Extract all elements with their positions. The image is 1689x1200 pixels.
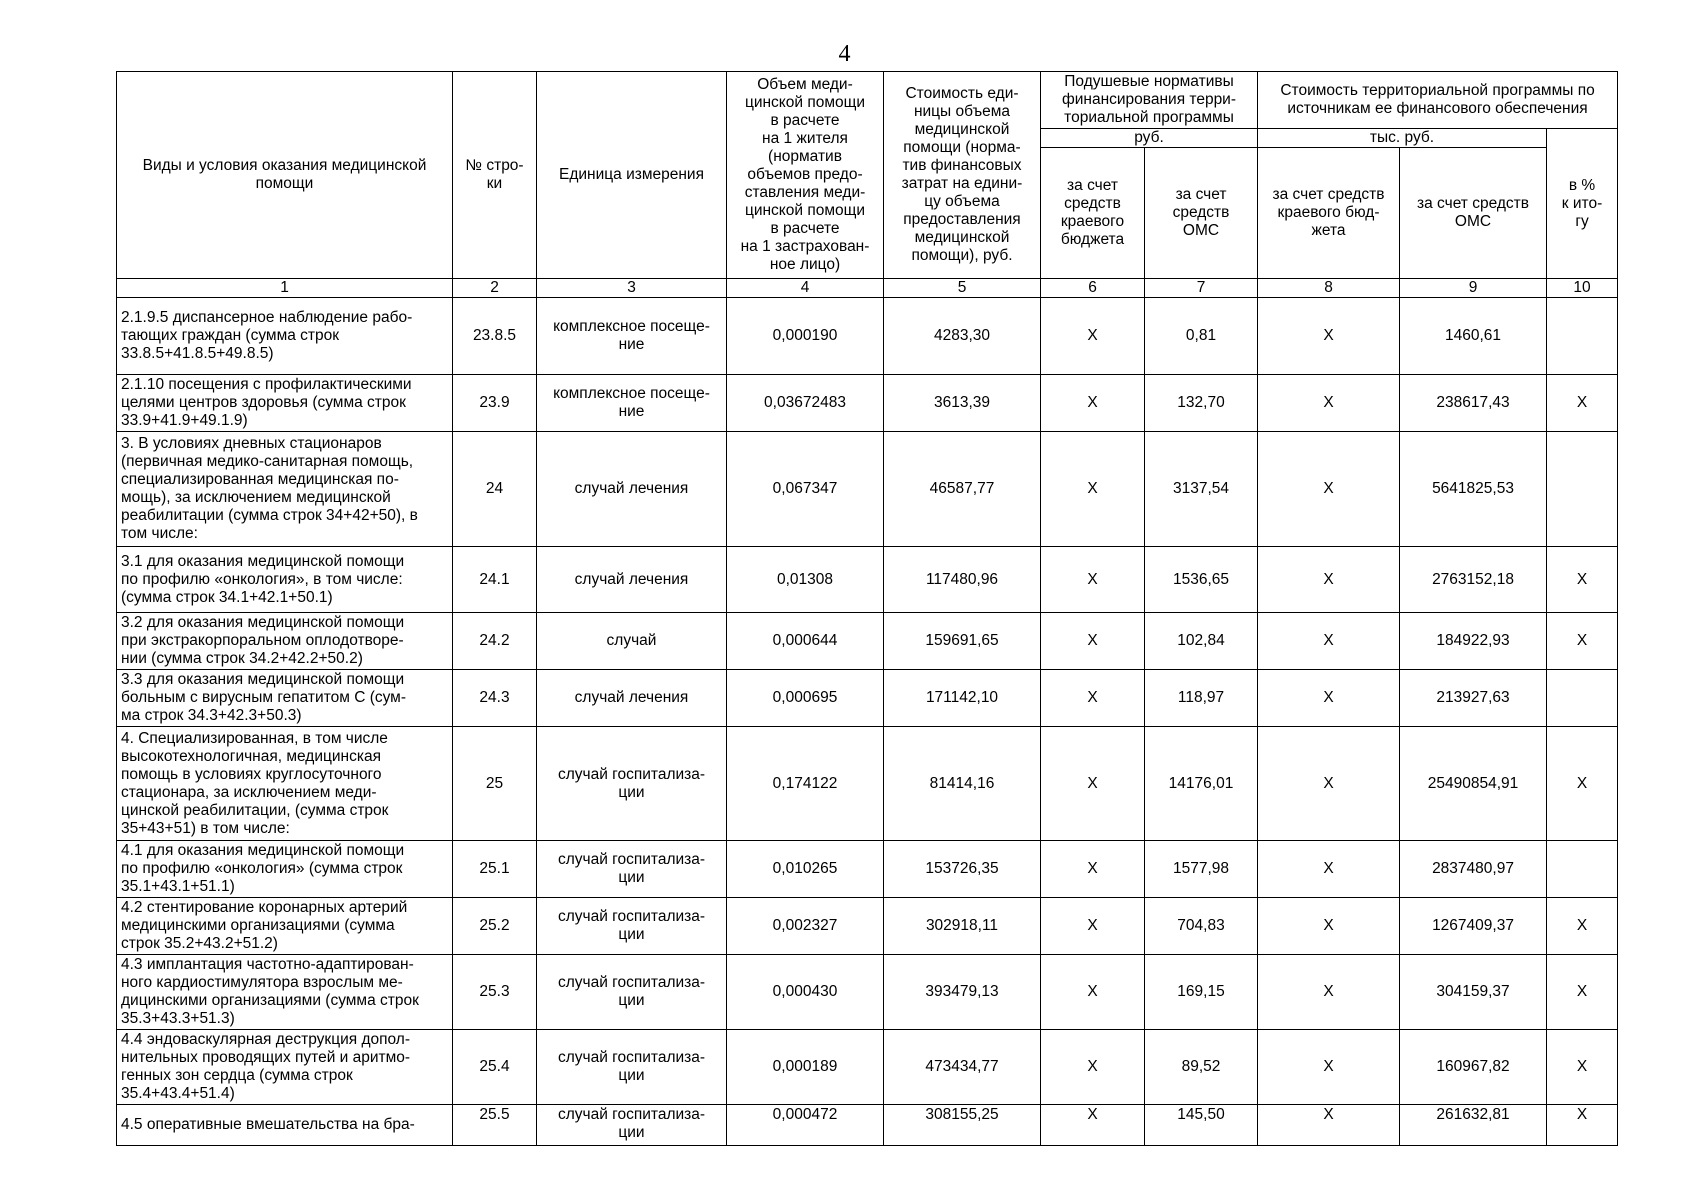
row-cost-regional-budget: Х <box>1258 547 1400 613</box>
row-service-name: 2.1.9.5 диспансерное наблюдение рабо- тающих граждан (сумма строк 33.8.5+41.8.5+49.8.5) <box>117 298 453 375</box>
row-per-capita-oms: 132,70 <box>1145 375 1258 432</box>
column-number: 8 <box>1258 279 1400 298</box>
row-volume: 0,002327 <box>727 898 884 955</box>
table-row <box>117 1030 1618 1105</box>
program-cost-table <box>116 71 1618 1146</box>
row-percent-of-total <box>1547 298 1618 375</box>
row-per-capita-oms: 704,83 <box>1145 898 1258 955</box>
row-cost-oms: 2837480,97 <box>1400 841 1547 898</box>
row-service-name: 2.1.10 посещения с профилактическими целями центров здоровья (сумма строк 33.9+41.9+49.1.9) <box>117 375 453 432</box>
row-line-number: 25.5 <box>453 1105 537 1146</box>
row-cost-oms: 1267409,37 <box>1400 898 1547 955</box>
row-per-capita-regional-budget: Х <box>1041 375 1145 432</box>
row-volume: 0,000189 <box>727 1030 884 1105</box>
header-line-number: № стро- ки <box>453 72 537 279</box>
row-per-capita-oms: 169,15 <box>1145 955 1258 1030</box>
row-volume: 0,000695 <box>727 670 884 727</box>
column-number: 9 <box>1400 279 1547 298</box>
row-per-capita-regional-budget: Х <box>1041 670 1145 727</box>
table-row <box>117 841 1618 898</box>
row-cost-regional-budget: Х <box>1258 670 1400 727</box>
row-cost-regional-budget: Х <box>1258 955 1400 1030</box>
header-unit-rub: руб. <box>1041 129 1258 148</box>
row-per-capita-oms: 102,84 <box>1145 613 1258 670</box>
row-unit: комплексное посеще- ние <box>537 375 727 432</box>
header-unit-thousand-rub: тыс. руб. <box>1258 129 1547 148</box>
row-unit: случай госпитализа- ции <box>537 955 727 1030</box>
row-volume: 0,174122 <box>727 727 884 841</box>
row-per-capita-regional-budget: Х <box>1041 727 1145 841</box>
row-unit: случай госпитализа- ции <box>537 841 727 898</box>
row-unit-cost: 4283,30 <box>884 298 1041 375</box>
row-cost-regional-budget: Х <box>1258 432 1400 547</box>
row-per-capita-oms: 1536,65 <box>1145 547 1258 613</box>
header-service-type: Виды и условия оказания медицинской помощи <box>117 72 453 279</box>
row-volume: 0,000190 <box>727 298 884 375</box>
row-percent-of-total: Х <box>1547 1030 1618 1105</box>
row-service-name: 3.2 для оказания медицинской помощи при экстракорпоральном оплодотворе- нии (сумма строк 34.2+42.2+50.2) <box>117 613 453 670</box>
row-line-number: 24.3 <box>453 670 537 727</box>
row-line-number: 25.2 <box>453 898 537 955</box>
row-line-number: 25.1 <box>453 841 537 898</box>
row-cost-oms: 2763152,18 <box>1400 547 1547 613</box>
row-unit-cost: 473434,77 <box>884 1030 1041 1105</box>
header-cost-regional-budget: за счет средств краевого бюд- жета <box>1258 148 1400 279</box>
row-line-number: 24.2 <box>453 613 537 670</box>
row-per-capita-regional-budget: Х <box>1041 841 1145 898</box>
row-unit-cost: 117480,96 <box>884 547 1041 613</box>
row-per-capita-regional-budget: Х <box>1041 1030 1145 1105</box>
row-unit: случай госпитализа- ции <box>537 898 727 955</box>
table-row <box>117 1105 1618 1146</box>
table-row <box>117 670 1618 727</box>
header-unit: Единица измерения <box>537 72 727 279</box>
header-unit-cost: Стоимость еди- ницы объема медицинской помощи (норма- тив финансовых затрат на едини- цу объема предоставления медицинской помощи), руб. <box>884 72 1041 279</box>
row-service-name: 3.3 для оказания медицинской помощи больным с вирусным гепатитом С (сум- ма строк 34.3+42.3+50.3) <box>117 670 453 727</box>
row-service-name: 4.5 оперативные вмешательства на бра- <box>117 1105 453 1146</box>
column-number: 10 <box>1547 279 1618 298</box>
table-row <box>117 375 1618 432</box>
row-per-capita-oms: 89,52 <box>1145 1030 1258 1105</box>
row-cost-regional-budget: Х <box>1258 727 1400 841</box>
row-unit-cost: 46587,77 <box>884 432 1041 547</box>
row-per-capita-regional-budget: Х <box>1041 955 1145 1030</box>
row-service-name: 3. В условиях дневных стационаров (первичная медико-санитарная помощь, специализированная медицинская по- мощь), за исключением медицинской реабилитации (сумма строк 34+42+50), в том числе: <box>117 432 453 547</box>
row-percent-of-total: Х <box>1547 613 1618 670</box>
row-unit: случай лечения <box>537 670 727 727</box>
row-per-capita-oms: 1577,98 <box>1145 841 1258 898</box>
header-per-capita-oms: за счет средств ОМС <box>1145 148 1258 279</box>
row-line-number: 24 <box>453 432 537 547</box>
header-program-cost: Стоимость территориальной программы по источникам ее финансового обеспечения <box>1258 72 1618 129</box>
table-row <box>117 613 1618 670</box>
header-per-capita-norms: Подушевые нормативы финансирования терри- ториальной программы <box>1041 72 1258 129</box>
column-number: 5 <box>884 279 1041 298</box>
row-unit-cost: 302918,11 <box>884 898 1041 955</box>
row-service-name: 4.3 имплантация частотно-адаптирован- ного кардиостимулятора взрослым ме- дицинскими организациями (сумма строк 35.3+43.3+51.3) <box>117 955 453 1030</box>
row-per-capita-regional-budget: Х <box>1041 613 1145 670</box>
row-unit: случай лечения <box>537 547 727 613</box>
row-percent-of-total: Х <box>1547 955 1618 1030</box>
row-percent-of-total: Х <box>1547 898 1618 955</box>
row-unit-cost: 171142,10 <box>884 670 1041 727</box>
row-unit-cost: 3613,39 <box>884 375 1041 432</box>
row-volume: 0,000644 <box>727 613 884 670</box>
row-percent-of-total <box>1547 670 1618 727</box>
row-cost-oms: 25490854,91 <box>1400 727 1547 841</box>
row-cost-oms: 5641825,53 <box>1400 432 1547 547</box>
row-unit: случай лечения <box>537 432 727 547</box>
row-unit-cost: 153726,35 <box>884 841 1041 898</box>
row-per-capita-oms: 3137,54 <box>1145 432 1258 547</box>
row-unit-cost: 81414,16 <box>884 727 1041 841</box>
row-per-capita-oms: 145,50 <box>1145 1105 1258 1146</box>
row-line-number: 23.8.5 <box>453 298 537 375</box>
header-percent-of-total: в % к ито- гу <box>1547 129 1618 279</box>
row-percent-of-total: Х <box>1547 727 1618 841</box>
table-row <box>117 547 1618 613</box>
row-service-name: 4.1 для оказания медицинской помощи по профилю «онкология» (сумма строк 35.1+43.1+51.1) <box>117 841 453 898</box>
row-line-number: 24.1 <box>453 547 537 613</box>
row-cost-regional-budget: Х <box>1258 1030 1400 1105</box>
row-cost-regional-budget: Х <box>1258 841 1400 898</box>
row-unit: случай госпитализа- ции <box>537 1105 727 1146</box>
row-percent-of-total <box>1547 841 1618 898</box>
page-number: 4 <box>838 41 851 67</box>
row-unit-cost: 393479,13 <box>884 955 1041 1030</box>
table-row <box>117 898 1618 955</box>
row-per-capita-regional-budget: Х <box>1041 898 1145 955</box>
row-per-capita-oms: 14176,01 <box>1145 727 1258 841</box>
row-cost-oms: 160967,82 <box>1400 1030 1547 1105</box>
row-cost-oms: 261632,81 <box>1400 1105 1547 1146</box>
row-unit: случай <box>537 613 727 670</box>
row-per-capita-oms: 118,97 <box>1145 670 1258 727</box>
row-volume: 0,000430 <box>727 955 884 1030</box>
row-cost-regional-budget: Х <box>1258 375 1400 432</box>
header-per-capita-regional-budget: за счет средств краевого бюджета <box>1041 148 1145 279</box>
row-unit-cost: 308155,25 <box>884 1105 1041 1146</box>
header-cost-oms: за счет средств ОМС <box>1400 148 1547 279</box>
row-percent-of-total: Х <box>1547 547 1618 613</box>
row-line-number: 25.4 <box>453 1030 537 1105</box>
table-row <box>117 955 1618 1030</box>
row-unit: случай госпитализа- ции <box>537 727 727 841</box>
row-volume: 0,000472 <box>727 1105 884 1146</box>
column-number: 1 <box>117 279 453 298</box>
row-cost-regional-budget: Х <box>1258 1105 1400 1146</box>
table-row <box>117 727 1618 841</box>
row-percent-of-total: Х <box>1547 375 1618 432</box>
row-service-name: 4. Специализированная, в том числе высокотехнологичная, медицинская помощь в условиях круглосуточного стационара, за исключением меди- цинской реабилитации, (сумма строк 35+43+51) в том числе: <box>117 727 453 841</box>
column-number: 7 <box>1145 279 1258 298</box>
row-volume: 0,01308 <box>727 547 884 613</box>
row-per-capita-regional-budget: Х <box>1041 547 1145 613</box>
row-cost-oms: 304159,37 <box>1400 955 1547 1030</box>
row-cost-oms: 238617,43 <box>1400 375 1547 432</box>
row-service-name: 4.2 стентирование коронарных артерий медицинскими организациями (сумма строк 35.2+43.2+51.2) <box>117 898 453 955</box>
row-line-number: 25.3 <box>453 955 537 1030</box>
row-unit: комплексное посеще- ние <box>537 298 727 375</box>
row-line-number: 25 <box>453 727 537 841</box>
row-volume: 0,010265 <box>727 841 884 898</box>
row-percent-of-total: Х <box>1547 1105 1618 1146</box>
row-line-number: 23.9 <box>453 375 537 432</box>
table-row <box>117 432 1618 547</box>
row-per-capita-regional-budget: Х <box>1041 432 1145 547</box>
row-cost-oms: 184922,93 <box>1400 613 1547 670</box>
row-cost-regional-budget: Х <box>1258 613 1400 670</box>
column-number: 3 <box>537 279 727 298</box>
row-per-capita-regional-budget: Х <box>1041 1105 1145 1146</box>
row-cost-regional-budget: Х <box>1258 898 1400 955</box>
table-row <box>117 298 1618 375</box>
table-body <box>117 298 1618 1146</box>
row-cost-oms: 1460,61 <box>1400 298 1547 375</box>
row-service-name: 3.1 для оказания медицинской помощи по профилю «онкология», в том числе: (сумма строк 34.1+42.1+50.1) <box>117 547 453 613</box>
row-per-capita-regional-budget: Х <box>1041 298 1145 375</box>
header-volume-text: Объем меди- цинской помощи в расчете на 1 жителя (норматив объемов предо- ставления меди- цинской помощи в расчете на 1 застрахован- ное лицо) <box>740 76 870 273</box>
column-number: 2 <box>453 279 537 298</box>
row-volume: 0,067347 <box>727 432 884 547</box>
column-number: 4 <box>727 279 884 298</box>
row-cost-regional-budget: Х <box>1258 298 1400 375</box>
row-unit-cost: 159691,65 <box>884 613 1041 670</box>
row-cost-oms: 213927,63 <box>1400 670 1547 727</box>
row-unit: случай госпитализа- ции <box>537 1030 727 1105</box>
row-service-name: 4.4 эндоваскулярная деструкция допол- нительных проводящих путей и аритмо- генных зон сердца (сумма строк 35.4+43.4+51.4) <box>117 1030 453 1105</box>
column-number: 6 <box>1041 279 1145 298</box>
row-percent-of-total <box>1547 432 1618 547</box>
row-per-capita-oms: 0,81 <box>1145 298 1258 375</box>
header-volume-per-resident <box>727 72 884 279</box>
row-volume: 0,03672483 <box>727 375 884 432</box>
